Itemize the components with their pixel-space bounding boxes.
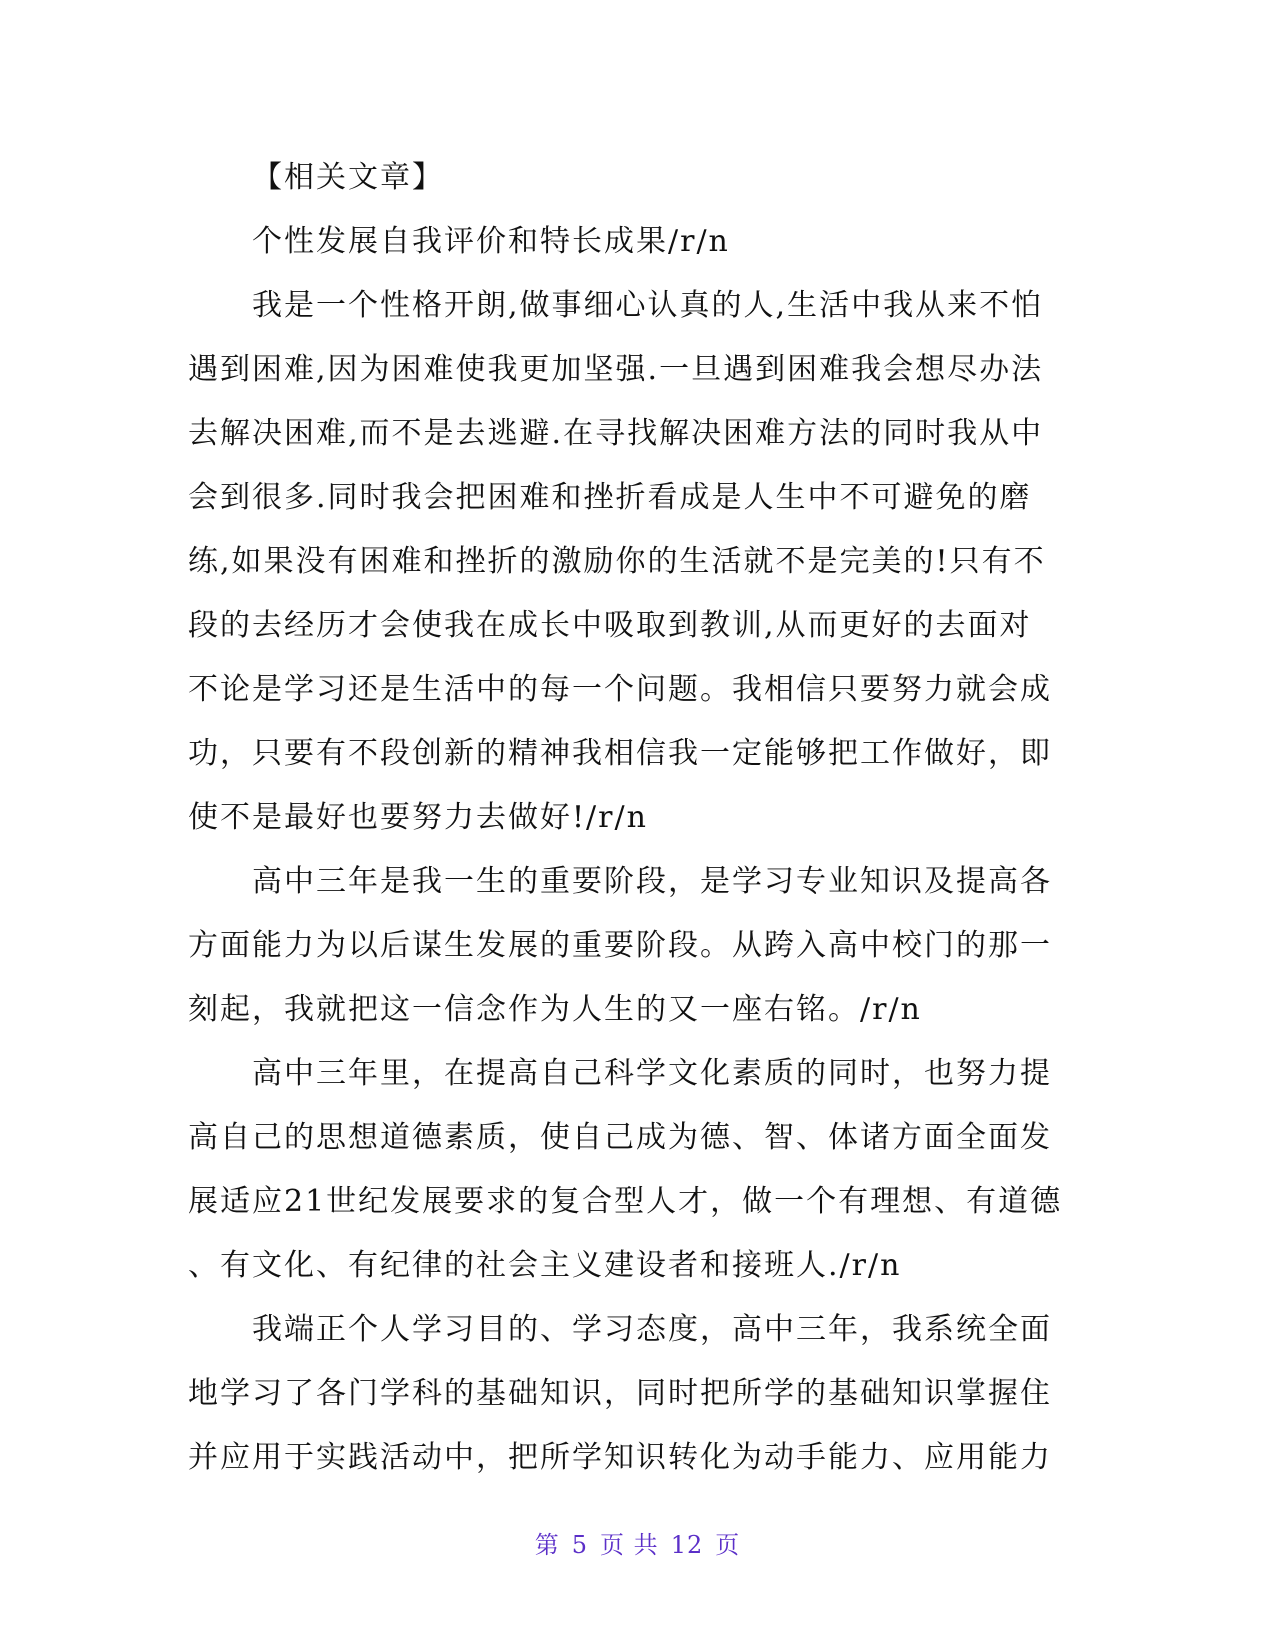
paragraph-line: 地学习了各门学科的基础知识，同时把所学的基础知识掌握住 bbox=[188, 1376, 1052, 1411]
paragraph-line: 并应用于实践活动中，把所学知识转化为动手能力、应用能力 bbox=[188, 1440, 1052, 1475]
paragraph-line: 会到很多.同时我会把困难和挫折看成是人生中不可避免的磨 bbox=[188, 480, 1032, 515]
paragraph-line: 段的去经历才会使我在成长中吸取到教训,从而更好的去面对 bbox=[188, 608, 1032, 643]
paragraph-line: 我是一个性格开朗,做事细心认真的人,生活中我从来不怕 bbox=[252, 288, 1044, 323]
paragraph-line: 我端正个人学习目的、学习态度，高中三年，我系统全面 bbox=[252, 1312, 1052, 1347]
article-title: 个性发展自我评价和特长成果/r/n bbox=[252, 224, 730, 259]
paragraph-line: 遇到困难,因为困难使我更加坚强.一旦遇到困难我会想尽办法 bbox=[188, 352, 1044, 387]
paragraph-line: 去解决困难,而不是去逃避.在寻找解决困难方法的同时我从中 bbox=[188, 416, 1044, 451]
paragraph-line: 展适应21世纪发展要求的复合型人才，做一个有理想、有道德 bbox=[188, 1184, 1063, 1219]
footer-middle: 页 共 bbox=[600, 1531, 659, 1559]
footer-suffix: 页 bbox=[715, 1531, 741, 1559]
page-footer bbox=[0, 1525, 1275, 1560]
paragraph-line: 高中三年是我一生的重要阶段，是学习专业知识及提高各 bbox=[252, 864, 1052, 899]
footer-total-pages: 12 bbox=[670, 1531, 704, 1559]
paragraph-line: 练,如果没有困难和挫折的激励你的生活就不是完美的!只有不 bbox=[188, 544, 1046, 579]
footer-prefix: 第 bbox=[534, 1531, 560, 1559]
paragraph-line: 刻起，我就把这一信念作为人生的又一座右铭。/r/n bbox=[188, 992, 922, 1027]
paragraph-line: 高自己的思想道德素质，使自己成为德、智、体诸方面全面发 bbox=[188, 1120, 1052, 1155]
paragraph-line: 、有文化、有纪律的社会主义建设者和接班人./r/n bbox=[188, 1248, 902, 1283]
document-body bbox=[188, 146, 1078, 1490]
paragraph-line: 功，只要有不段创新的精神我相信我一定能够把工作做好，即 bbox=[188, 736, 1052, 771]
paragraph-line: 高中三年里，在提高自己科学文化素质的同时，也努力提 bbox=[252, 1056, 1052, 1091]
paragraph-line: 方面能力为以后谋生发展的重要阶段。从跨入高中校门的那一 bbox=[188, 928, 1052, 963]
section-heading: 【相关文章】 bbox=[252, 160, 444, 195]
paragraph-line: 不论是学习还是生活中的每一个问题。我相信只要努力就会成 bbox=[188, 672, 1052, 707]
paragraph-line: 使不是最好也要努力去做好!/r/n bbox=[188, 800, 648, 835]
footer-current-page: 5 bbox=[571, 1531, 589, 1559]
